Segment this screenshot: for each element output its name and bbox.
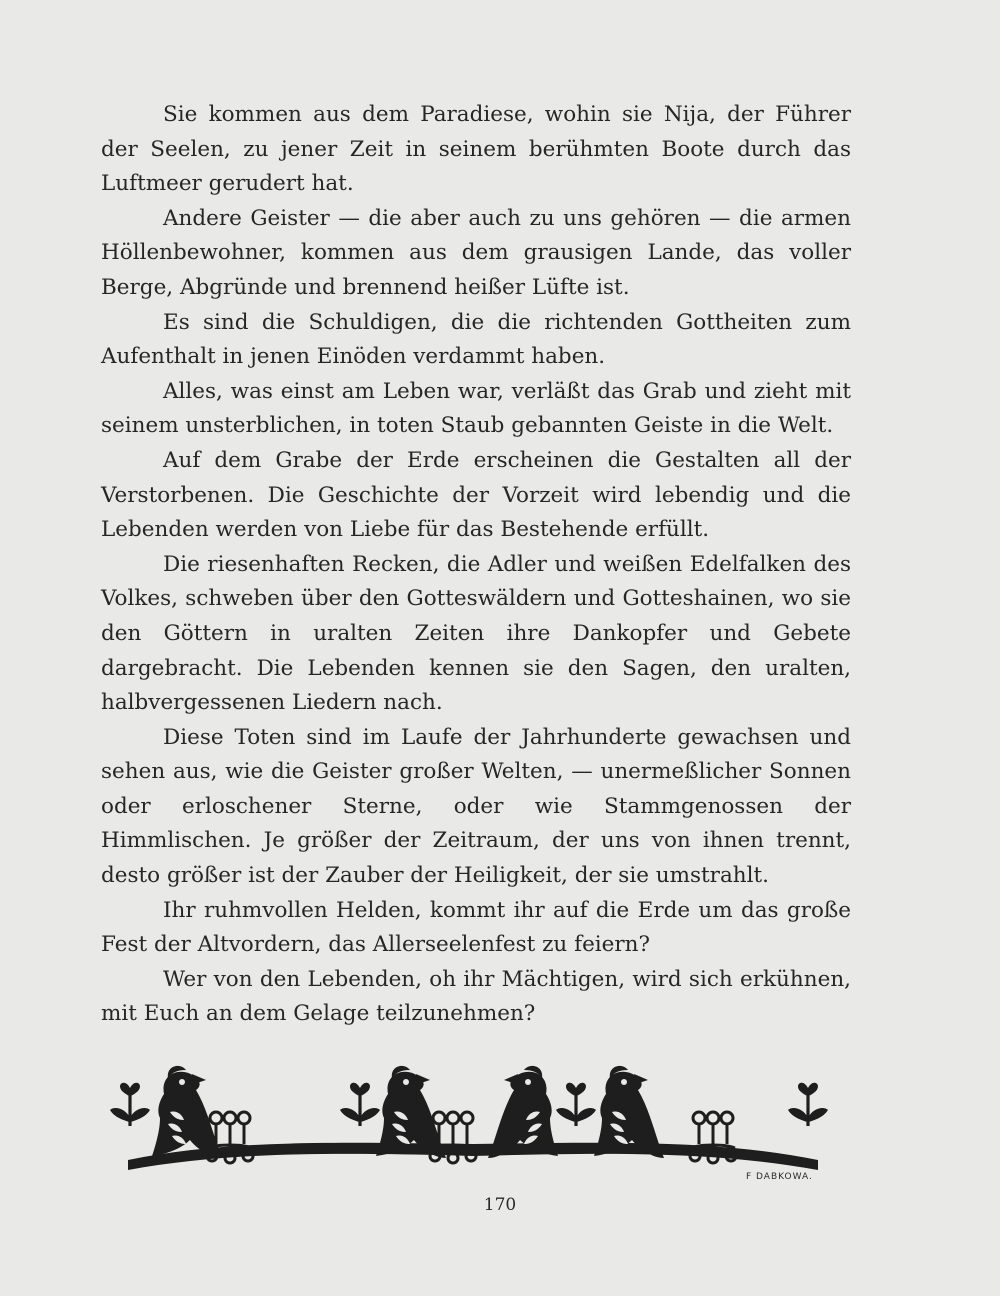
paragraph: Diese Toten sind im Laufe der Jahrhunderte gewachsen und sehen aus, wie die Geister großer Welten, — unermeßlicher Sonnen oder erloschener Sterne, oder wie Stammgenossen der Himmlischen. Je größer der Zeitraum, der uns von ihnen trennt, desto größer ist der Zauber der Heiligkeit, der sie umstrahlt. bbox=[101, 724, 851, 889]
page-number: 170 bbox=[483, 1195, 517, 1215]
paragraph: Ihr ruhmvollen Helden, kommt ihr auf die Erde um das große Fest der Altvordern, das Allerseelenfest zu feiern? bbox=[101, 897, 851, 958]
illustrator-signature: F DABKOWA. bbox=[746, 1172, 813, 1182]
paragraph: Alles, was einst am Leben war, verläßt das Grab und zieht mit seinem unsterblichen, in toten Staub gebannten Geiste in die Welt. bbox=[101, 378, 851, 439]
body-text bbox=[101, 98, 851, 1032]
paragraph: Die riesenhaften Recken, die Adler und weißen Edelfalken des Volkes, schweben über den Gotteswäldern und Gotteshainen, wo sie den Göttern in uralten Zeiten ihre Dankopfer und Gebete dargebracht. Die Lebenden kennen sie den Sagen, den uralten, halbvergessenen Liedern nach. bbox=[101, 551, 851, 716]
paragraph: Wer von den Lebenden, oh ihr Mächtigen, wird sich erkühnen, mit Euch an dem Gelage teilzunehmen? bbox=[101, 966, 851, 1027]
paragraph: Auf dem Grabe der Erde erscheinen die Gestalten all der Verstorbenen. Die Geschichte der Vorzeit wird lebendig und die Lebenden werden von Liebe für das Bestehende erfüllt. bbox=[101, 447, 851, 543]
paragraph: Es sind die Schuldigen, die die richtenden Gottheiten zum Aufenthalt in jenen Einöden verdammt haben. bbox=[101, 309, 851, 370]
paragraph: Sie kommen aus dem Paradiese, wohin sie Nija, der Führer der Seelen, zu jener Zeit in seinem berühmten Boote durch das Luftmeer gerudert hat. bbox=[101, 102, 851, 197]
paragraph: Andere Geister — die aber auch zu uns gehören — die armen Höllenbewohner, kommen aus dem grausigen Lande, das voller Berge, Abgründe und brennend heißer Lüfte ist. bbox=[101, 205, 851, 300]
bird-flower-ornament bbox=[108, 1060, 838, 1178]
